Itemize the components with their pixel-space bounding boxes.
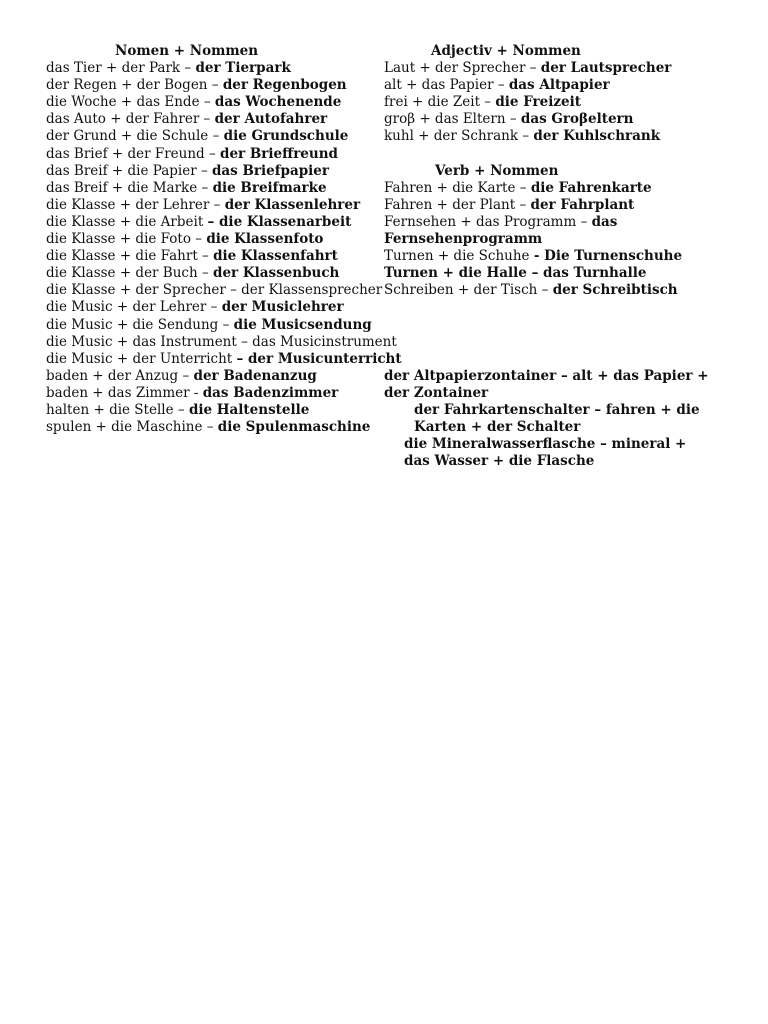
entry-compound: der Klassenlehrer <box>224 196 361 213</box>
entry-components: Laut + der Sprecher – <box>384 60 541 77</box>
entry-compound: der Kuhlschrank <box>533 128 661 145</box>
entry-compound: die Grundschule <box>223 128 349 145</box>
word-entry <box>46 231 386 248</box>
compound-example: der Fahrkartenschalter – fahren + die Karten + der Schalter <box>414 401 700 436</box>
entry-components: die Woche + das Ende – <box>46 94 215 111</box>
entry-components: die Klasse + die Foto – <box>46 231 207 248</box>
entry-compound: das Wochenende <box>214 94 342 111</box>
word-entry <box>46 180 386 197</box>
word-entry <box>384 282 714 299</box>
entry-compound: – die Klassenarbeit <box>207 213 352 230</box>
word-entry <box>46 402 386 419</box>
spacer <box>384 146 714 163</box>
entry-components: die Music + das Instrument – das Musicinstrument <box>46 333 397 350</box>
entry-compound: der Regenbogen <box>222 77 347 94</box>
word-entry <box>384 94 714 111</box>
word-entry <box>384 60 714 77</box>
adjectiv-word-list <box>384 60 714 145</box>
entry-components: Fernsehen + das Programm – <box>384 213 592 230</box>
entry-components: die Klasse + die Arbeit <box>46 213 208 230</box>
entry-components: die Music + der Lehrer – <box>46 299 222 316</box>
entry-compound: der Klassenbuch <box>213 265 340 282</box>
compound-example: der Altpapierzontainer – alt + das Papier + der Zontainer <box>384 367 709 401</box>
word-entry <box>46 368 386 385</box>
entry-compound: die Spulenmaschine <box>217 419 371 436</box>
heading-nomen-nomen: Nomen + Nommen <box>115 43 259 59</box>
entry-compound: der Musiclehrer <box>221 299 344 316</box>
entry-compound: die Freizeit <box>495 94 581 111</box>
entry-components: das Tier + der Park – <box>46 60 196 77</box>
entry-compound: – der Musicunterricht <box>236 350 402 367</box>
entry-components: die Music + der Unterricht <box>46 350 237 367</box>
word-entry <box>384 248 714 265</box>
entry-compound: der Autofahrer <box>214 111 328 128</box>
entry-components: kuhl + der Schrank – <box>384 128 534 145</box>
entry-compound: Fernsehenprogramm <box>384 231 543 248</box>
entry-compound: der Brieffreund <box>220 145 338 162</box>
entry-components: baden + das Zimmer - <box>46 384 203 401</box>
word-entry <box>384 77 714 94</box>
word-entry <box>384 180 714 197</box>
entry-components: alt + das Papier – <box>384 77 509 94</box>
verb-word-list <box>384 180 714 300</box>
compound-example: die Mineralwasserflasche – mineral + das Wasser + die Flasche <box>404 436 687 470</box>
word-entry <box>46 265 386 282</box>
entry-compound: die Musicsendung <box>233 316 372 333</box>
entry-components: groβ + das Eltern – <box>384 111 521 128</box>
entry-components: die Music + die Sendung – <box>46 316 234 333</box>
entry-compound: die Breifmarke <box>212 179 327 196</box>
entry-compound: Turnen + die Halle – das Turnhalle <box>384 265 647 282</box>
entry-components: Turnen + die Schuhe <box>384 248 534 265</box>
entry-compound: die Fahrenkarte <box>530 179 652 196</box>
word-entry <box>384 111 714 128</box>
entry-components: die Klasse + der Sprecher – der Klassensprecher <box>46 282 383 299</box>
word-entry <box>46 350 402 368</box>
entry-components: Fahren + die Karte – <box>384 179 531 196</box>
right-column <box>384 43 714 470</box>
word-entry <box>46 333 397 351</box>
entry-components: das Auto + der Fahrer – <box>46 111 215 128</box>
entry-components: Fahren + der Plant – <box>384 196 531 213</box>
word-entry <box>46 60 386 77</box>
word-entry <box>46 248 386 265</box>
entry-compound: das Briefpapier <box>211 162 329 179</box>
entry-compound: der Fahrplant <box>530 196 635 213</box>
word-entry <box>384 265 714 282</box>
spacer <box>384 299 714 367</box>
word-entry <box>46 317 386 334</box>
entry-components: der Regen + der Bogen – <box>46 77 223 94</box>
word-entry <box>46 94 386 111</box>
word-entry <box>46 128 386 145</box>
word-entry <box>46 214 386 231</box>
word-entry <box>46 163 386 180</box>
word-entry <box>384 231 714 248</box>
entry-compound: die Klassenfoto <box>206 231 324 248</box>
word-entry <box>46 419 386 436</box>
entry-compound: das <box>591 213 618 230</box>
word-entry <box>384 214 714 231</box>
entry-compound: die Haltenstelle <box>188 401 310 418</box>
entry-compound: - Die Turnenschuhe <box>533 248 683 265</box>
word-entry <box>384 128 714 145</box>
entry-components: spulen + die Maschine – <box>46 419 218 436</box>
heading-verb-nomen: Verb + Nommen <box>435 162 559 179</box>
entry-components: die Klasse + der Lehrer – <box>46 196 225 213</box>
entry-compound: der Tierpark <box>195 60 291 77</box>
entry-compound: die Klassenfahrt <box>213 248 338 265</box>
left-word-list <box>46 60 402 436</box>
entry-components: das Breif + die Marke – <box>46 179 213 196</box>
word-entry <box>46 197 386 214</box>
word-entry <box>46 385 386 402</box>
entry-components: der Grund + die Schule – <box>46 128 224 145</box>
word-entry <box>46 282 386 299</box>
entry-components: die Klasse + die Fahrt – <box>46 248 214 265</box>
entry-compound: der Badenanzug <box>193 367 317 384</box>
word-entry <box>46 111 386 128</box>
entry-compound: das Altpapier <box>508 77 610 94</box>
word-entry <box>46 146 386 163</box>
entry-components: das Breif + die Papier – <box>46 162 212 179</box>
word-entry <box>384 197 714 214</box>
entry-components: das Brief + der Freund – <box>46 145 221 162</box>
word-entry <box>46 299 386 316</box>
entry-compound: der Schreibtisch <box>552 282 678 299</box>
heading-adjectiv-nomen: Adjectiv + Nommen <box>431 43 581 59</box>
entry-components: halten + die Stelle – <box>46 401 189 418</box>
word-entry <box>46 77 386 94</box>
entry-compound: der Lautsprecher <box>540 60 672 77</box>
left-column <box>46 43 402 436</box>
entry-compound: das Groβeltern <box>520 111 634 128</box>
entry-compound: das Badenzimmer <box>202 384 339 401</box>
entry-components: frei + die Zeit – <box>384 94 496 111</box>
entry-components: Schreiben + der Tisch – <box>384 282 553 299</box>
entry-components: baden + der Anzug – <box>46 367 194 384</box>
entry-components: die Klasse + der Buch – <box>46 265 214 282</box>
